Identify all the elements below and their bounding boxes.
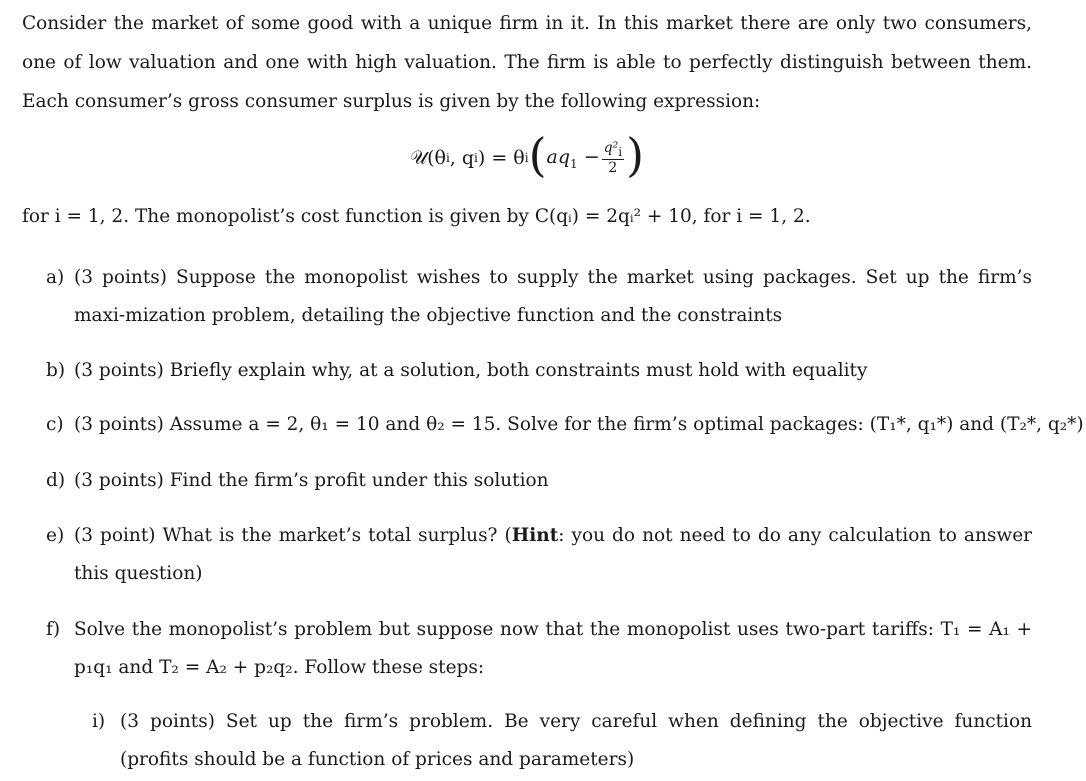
right-paren: ) (626, 128, 645, 182)
equation-lhs: 𝒰(θ (410, 147, 446, 169)
question-b: b) (3 points) Briefly explain why, at a solution, both constraints must hold with equality (46, 360, 868, 381)
intro-paragraph: Consider the market of some good with a unique firm in it. In this market there are only two consumers, one of low valuation and one with high valuation. The firm is able to perfectly distinguish between them. Each consumer’s gross consumer surplus is given by the following expression: (22, 13, 1032, 112)
utility-equation: 𝒰(θ i , q i ) = θ i ( $aq_1$ − $\frac{q^2_i}{2}$ ) (410, 128, 645, 182)
hint-label: Hint (511, 525, 559, 546)
left-paren: ( (528, 128, 547, 182)
question-f-i: i) (3 points) Set up the firm’s problem. Be very careful when defining the objective function (profits should be a function of prices and parameters) (92, 711, 1032, 770)
equation-fraction: $\frac{q^2_i}{2}$ (603, 139, 623, 177)
question-e: e) (3 point) What is the market’s total surplus? (Hint: you do not need to do any calculation to answer this question) (46, 525, 1032, 584)
question-c: c) (3 points) Assume a = 2, θ₁ = 10 and θ₂ = 15. Solve for the firm’s optimal packages: (T₁*, q₁*) and (T₂*, q₂*) (46, 414, 1084, 435)
equation-inner: $aq_1$ − (546, 145, 600, 171)
cost-function-line: for i = 1, 2. The monopolist’s cost function is given by C(qᵢ) = 2qᵢ² + 10, for i = 1, 2. (22, 206, 811, 227)
question-f: f) Solve the monopolist’s problem but suppose now that the monopolist uses two-part tariffs: T₁ = A₁ + p₁q₁ and T₂ = A₂ + p₂q₂. Follow these steps: (46, 619, 1032, 678)
question-d: d) (3 points) Find the firm’s profit under this solution (46, 470, 549, 491)
question-a: a) (3 points) Suppose the monopolist wishes to supply the market using packages. Set up the firm’s maxi-mization problem, detailing the objective function and the constraints (46, 267, 1032, 326)
